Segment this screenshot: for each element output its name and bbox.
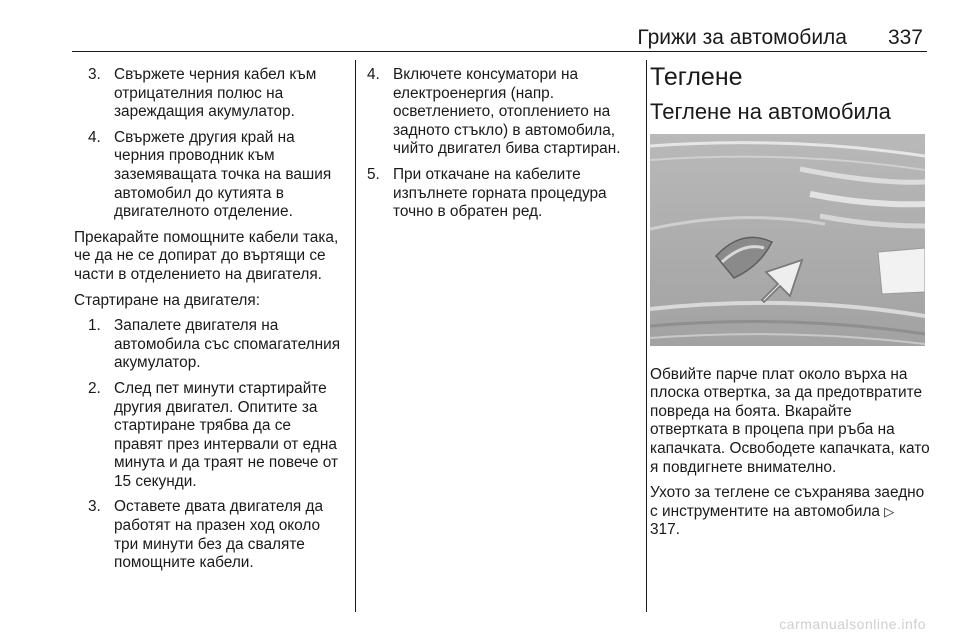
list-number: 5. [367,165,380,183]
list-text: При откачане на кабелите изпълнете горната процедура точно в обратен ред. [393,165,607,221]
list-number: 4. [88,128,101,146]
list-number: 3. [88,498,101,516]
triangle-ref-icon: ▷ [884,503,895,519]
list-item [74,317,344,373]
list-number: 4. [367,66,380,83]
list-text: Свържете черния кабел към отрицателния полюс на зареждащия акумулатор. [114,66,317,121]
list-text: Свържете другия край на черния проводник към заземяващата точка на вашия автомобил до кутията в двигателното отделение. [114,128,332,221]
list-item [367,166,635,222]
list-text: Включете консуматори на електроенергия (напр. осветлението, отоплението на задното стъкло) в автомобила, чийто двигател бива стартиран. [393,66,621,158]
list-item [367,66,635,159]
column-1 [74,66,344,580]
section-heading: Теглене [650,63,743,91]
column-divider-1 [355,60,356,612]
list-text: Запалете двигателя на автомобила със спомагателния акумулатор. [114,317,341,372]
list-number: 1. [88,317,101,335]
tow-eye-cover-illustration [650,134,925,346]
paragraph-instructions: Обвийте парче плат около върха на плоска отвертка, за да предотвратите повреда на боята. Вкарайте отвертката в процепа при ръба на капачката. Освободете капачката, като я повдигнете внимателно. [650,365,930,476]
page-number: 337 [887,26,923,49]
header-divider [72,51,927,52]
column-divider-2 [646,60,647,612]
list-item [74,66,344,122]
paragraph-start-engine: Стартиране на двигателя: [74,291,260,309]
section-subheading: Теглене на автомобила [650,99,891,124]
list-item [74,380,344,492]
list-number: 2. [88,379,101,397]
list-item [74,129,344,222]
paragraph-storage-text: Ухото за теглене се съхранява заедно с инструментите на автомобила [650,484,925,520]
list-text: След пет минути стартирайте другия двигател. Опитите за стартиране трябва да се правят през интервали от една минута и да траят не повече от 15 секунди. [114,379,339,490]
paragraph-storage [650,484,930,540]
watermark: carmanualsonline.info [779,616,926,632]
column-3 [650,62,930,547]
list-text: Оставете двата двигателя да работят на празен ход около три минути без да сваляте помощните кабели. [114,498,324,572]
page-header [72,26,927,50]
paragraph-cables: Прекарайте помощните кабели така, че да не се допират до въртящи се части в отделението на двигателя. [74,228,339,283]
page-ref-link[interactable]: 317. [650,521,680,539]
list-item [74,498,344,572]
column-2 [367,66,635,229]
list-number: 3. [88,66,101,83]
header-title: Грижи за автомобила [637,26,847,49]
